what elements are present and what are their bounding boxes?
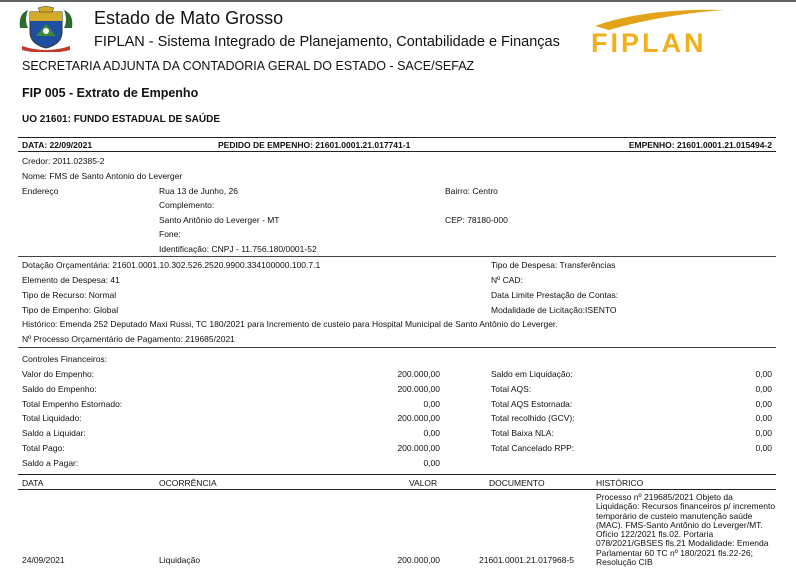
controle-label: Total Empenho Estornado: — [22, 399, 123, 409]
top-border — [0, 0, 796, 2]
col-header-documento: DOCUMENTO — [489, 478, 545, 488]
fiplan-logo-text: FIPLAN — [591, 28, 707, 56]
summary-data: DATA: 22/09/2021 — [22, 140, 93, 150]
controle-label: Total AQS: — [491, 384, 532, 394]
document-title: FIP 005 - Extrato de Empenho — [22, 86, 199, 100]
controle-value: 200.000,00 — [397, 384, 440, 394]
col-header-valor: VALOR — [409, 478, 438, 488]
tipo-despesa: Tipo de Despesa: Transferências — [491, 260, 616, 270]
col-header-historico: HISTÓRICO — [596, 478, 644, 488]
credor-nome: Nome: FMS de Santo Antonio do Leverger — [22, 171, 183, 181]
identificacao: Identificação: CNPJ - 11.756.180/0001-52 — [159, 244, 317, 254]
controle-value: 0,00 — [755, 443, 772, 453]
divider — [18, 256, 776, 257]
controle-value: 0,00 — [755, 428, 772, 438]
fiplan-logo-icon — [585, 6, 735, 56]
controle-value: 0,00 — [755, 384, 772, 394]
data-limite: Data Limite Prestação de Contas: — [491, 290, 619, 300]
summary-empenho: EMPENHO: 21601.0001.21.015494-2 — [628, 140, 772, 150]
bairro: Bairro: Centro — [445, 186, 498, 196]
processo-orcamentario: Nº Processo Orçamentário de Pagamento: 219685/2021 — [22, 334, 235, 344]
controle-value: 0,00 — [423, 428, 440, 438]
controle-label: Total Pago: — [22, 443, 65, 453]
controle-label: Saldo do Empenho: — [22, 384, 97, 394]
divider — [18, 151, 776, 152]
controle-value: 200.000,00 — [397, 413, 440, 423]
controle-label: Total recolhido (GCV): — [491, 413, 575, 423]
controle-label: Total Liquidado: — [22, 413, 82, 423]
controle-label: Saldo a Liquidar: — [22, 428, 86, 438]
table-row-historico: Processo nº 219685/2021 Objeto da Liquidação: Recursos financeiros p/ incremento temporário de custeio manutenção saúde (MAC). FMS-Santo Antônio do Leverger/MT. Ofício 122/2021 fls.02. Portaria 078/2021/GBSES fls.21 Modalidade: Emenda Parlamentar 60 TC nº 180/2021 fls.22-26; Resolução CIB — [596, 492, 776, 568]
cep: CEP: 78180-000 — [445, 215, 508, 225]
table-row-data: 24/09/2021 — [22, 555, 65, 565]
unidade-orcamentaria: UO 21601: FUNDO ESTADUAL DE SAÚDE — [22, 114, 220, 125]
controle-value: 200.000,00 — [397, 369, 440, 379]
controle-label: Total Cancelado RPP: — [491, 443, 575, 453]
coat-of-arms-icon — [16, 6, 76, 52]
endereco-rua: Rua 13 de Junho, 26 — [159, 186, 238, 196]
controle-value: 0,00 — [755, 369, 772, 379]
complemento: Complemento: — [159, 200, 215, 210]
state-title: Estado de Mato Grosso — [94, 8, 284, 28]
fone: Fone: — [159, 229, 181, 239]
controle-label: Valor do Empenho: — [22, 369, 95, 379]
col-header-data: DATA — [22, 478, 44, 488]
controle-label: Saldo em Liquidação: — [491, 369, 573, 379]
divider — [18, 137, 776, 138]
controle-label: Total AQS Estornada: — [491, 399, 573, 409]
controle-value: 0,00 — [423, 458, 440, 468]
table-row-valor: 200.000,00 — [397, 555, 440, 565]
controle-value: 0,00 — [755, 413, 772, 423]
tipo-empenho: Tipo de Empenho: Global — [22, 305, 119, 315]
controle-value: 200.000,00 — [397, 443, 440, 453]
credor-code: Credor: 2011.02385-2 — [22, 156, 105, 166]
cidade: Santo Antônio do Leverger - MT — [159, 215, 280, 225]
table-row-documento: 21601.0001.21.017968-5 — [479, 555, 575, 565]
table-row-ocorrencia: Liquidação — [159, 555, 201, 565]
controle-label: Saldo a Pagar: — [22, 458, 79, 468]
controle-value: 0,00 — [423, 399, 440, 409]
divider — [18, 489, 776, 490]
endereco-label: Endereço — [22, 186, 59, 196]
dotacao-orcamentaria: Dotação Orçamentária: 21601.0001.10.302.526.2520.9900.334100000.100.7.1 — [22, 260, 321, 270]
controles-title: Controles Financeiros: — [22, 354, 108, 364]
col-header-ocorrencia: OCORRÊNCIA — [159, 478, 217, 488]
divider — [18, 474, 776, 475]
numero-cad: Nº CAD: — [491, 275, 523, 285]
historico-empenho: Histórico: Emenda 252 Deputado Maxi Russi, TC 180/2021 para Incremento de custeio para Hospital Municipal de Santo Antônio do Leverger. — [22, 319, 558, 329]
divider — [18, 347, 776, 348]
system-title: FIPLAN - Sistema Integrado de Planejamento, Contabilidade e Finanças — [94, 34, 560, 50]
summary-pedido: PEDIDO DE EMPENHO: 21601.0001.21.017741-1 — [218, 140, 411, 150]
controle-label: Total Baixa NLA: — [491, 428, 554, 438]
elemento-despesa: Elemento de Despesa: 41 — [22, 275, 120, 285]
modalidade-licitacao: Modalidade de Licitação:ISENTO — [491, 305, 617, 315]
tipo-recurso: Tipo de Recurso: Normal — [22, 290, 117, 300]
controle-value: 0,00 — [755, 399, 772, 409]
secretaria: SECRETARIA ADJUNTA DA CONTADORIA GERAL DO ESTADO - SACE/SEFAZ — [22, 59, 475, 73]
